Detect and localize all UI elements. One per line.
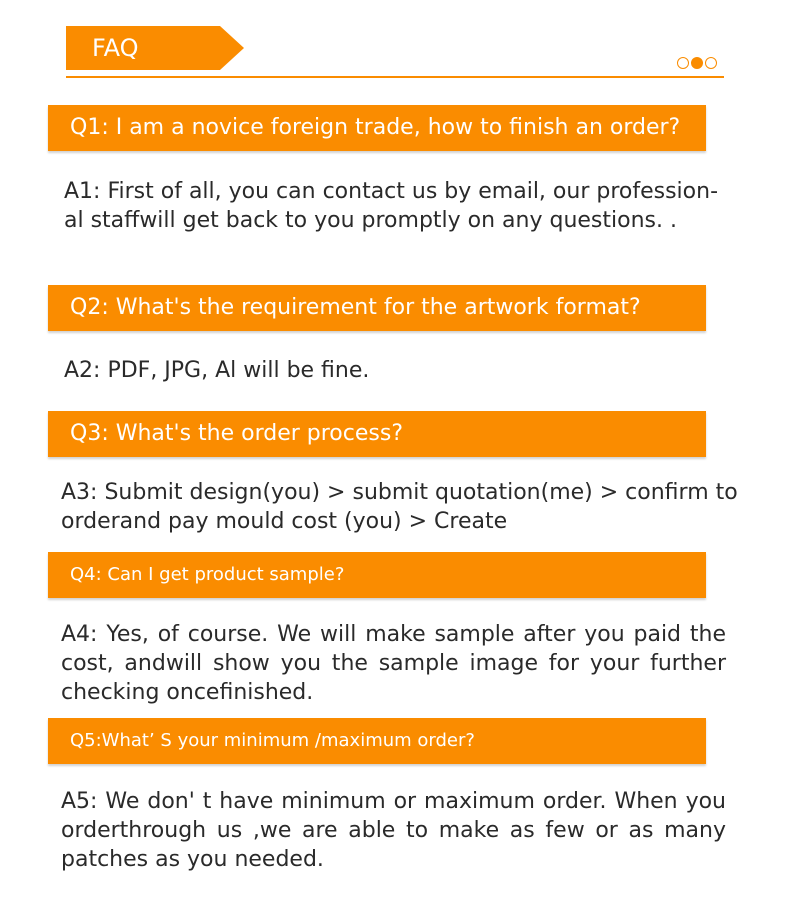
answer-line: A4: Yes, of course. We will make sample after you paid the	[61, 622, 726, 647]
header-divider	[66, 76, 724, 78]
answer-line: A5: We don' t have minimum or maximum order. When you	[61, 789, 726, 814]
pagination-dot	[677, 57, 689, 69]
question-text: Q5:What’ S your minimum /maximum order?	[70, 730, 475, 751]
answer-line: A3: Submit design(you) > submit quotation(me) > confirm to	[61, 480, 738, 505]
answer-line: cost, andwill show you the sample image for your further	[61, 651, 726, 676]
answer-a5	[61, 787, 726, 874]
answer-line: A1: First of all, you can contact us by email, our profession-	[64, 179, 719, 204]
question-bar-q5	[48, 718, 706, 764]
question-bar-q4	[48, 552, 706, 598]
answer-a2	[64, 356, 729, 385]
question-bar-q2	[48, 285, 706, 331]
answer-line: checking oncefinished.	[61, 680, 314, 705]
answer-line: A2: PDF, JPG, Al will be fine.	[64, 358, 370, 383]
question-bar-q3	[48, 411, 706, 457]
question-text: Q4: Can I get product sample?	[70, 564, 345, 585]
answer-line: orderthrough us ,we are able to make as few or as many	[61, 818, 726, 843]
answer-line: patches as you needed.	[61, 847, 324, 872]
answer-line: orderand pay mould cost (you) > Create	[61, 509, 508, 534]
question-bar-q1	[48, 105, 706, 151]
pagination-dot	[705, 57, 717, 69]
page-title: FAQ	[92, 34, 139, 62]
answer-a4	[61, 620, 726, 707]
answer-a1	[64, 177, 724, 235]
question-text: Q1: I am a novice foreign trade, how to finish an order?	[70, 115, 681, 140]
answer-a3	[61, 478, 738, 536]
question-text: Q3: What's the order process?	[70, 421, 403, 446]
pagination-dot-active	[691, 57, 703, 69]
answer-line: al staffwill get back to you promptly on any questions. .	[64, 208, 677, 233]
question-text: Q2: What's the requirement for the artwork format?	[70, 295, 641, 320]
